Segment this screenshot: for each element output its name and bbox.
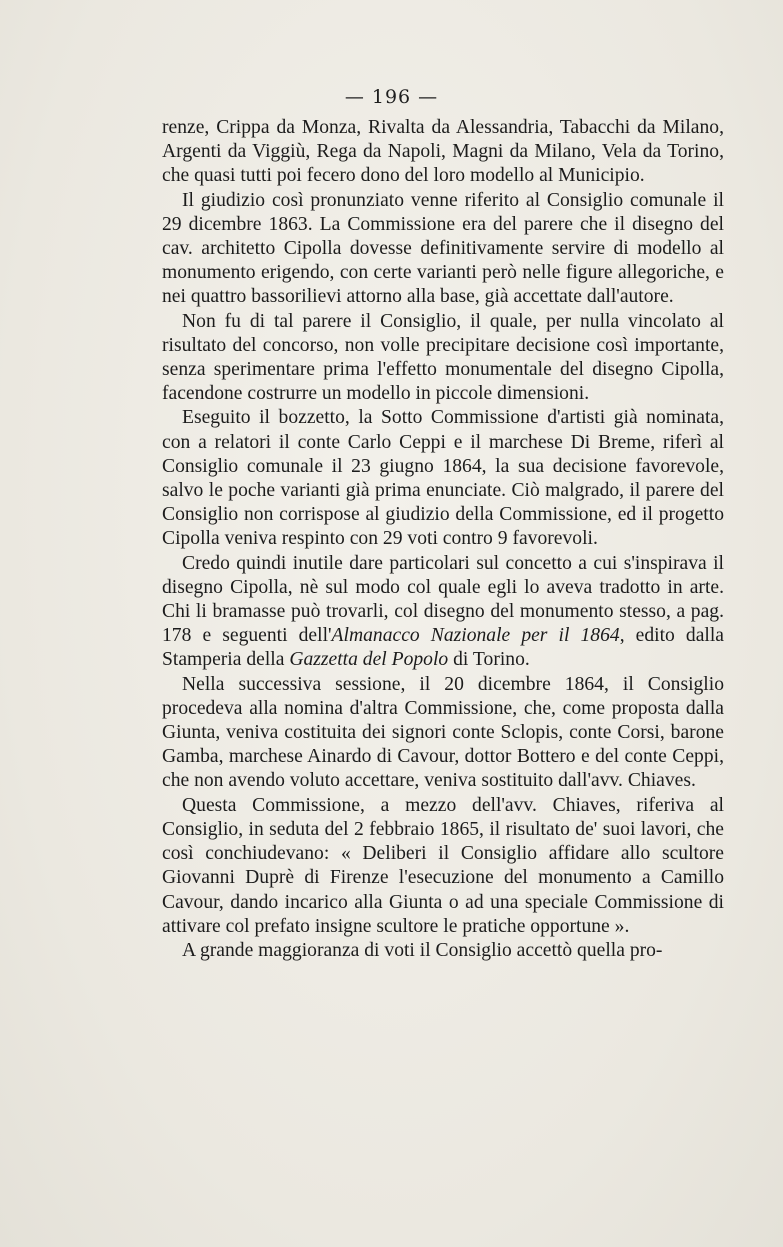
paragraph-2: Il giudizio così pronunziato venne riferito al Consiglio comunale il 29 dicembre 1863. La Commissione era del parere che il disegno del cav. architetto Cipolla dovesse definitivamente servire di modello al monumento erigendo, con certe varianti però nelle figure allegoriche, e nei quattro bassorilievi attorno alla base, già accettate dall'autore. <box>162 189 724 308</box>
paragraph-3: Non fu di tal parere il Consiglio, il quale, per nulla vincolato al risultato del concorso, non volle precipitare decisione così importante, senza sperimentare prima l'effetto monumentale del disegno Cipolla, facendone costrurre un modello in piccole dimensioni. <box>162 310 724 405</box>
paragraph-5-middle: , edito dalla Stamperia della <box>162 625 725 671</box>
paragraph-1: renze, Crippa da Monza, Rivalta da Alessandria, Tabacchi da Milano, Argenti da Viggiù, Rega da Napoli, Magni da Milano, Vela da Torino, che quasi tutti poi fecero dono del loro modello al Municipio. <box>162 117 724 187</box>
paragraph-5-end: di Torino. <box>448 649 530 671</box>
body-text <box>162 116 724 963</box>
almanac-title: Almanacco Nazionale per il 1864 <box>331 625 620 647</box>
paragraph-8: A grande maggioranza di voti il Consiglio accettò quella pro- <box>182 939 663 961</box>
page-number: — 196 — <box>344 86 439 108</box>
paragraph-7: Questa Commissione, a mezzo dell'avv. Chiaves, riferiva al Consiglio, in seduta del 2 febbraio 1865, il risultato de' suoi lavori, che così conchiudevano: « Deliberi il Consiglio affidare allo scultore Giovanni Duprè di Firenze l'esecuzione del monumento a Camillo Cavour, dando incarico alla Giunta o ad una speciale Commissione di attivare col prefato insigne scultore le pratiche opportune ». <box>162 794 724 937</box>
paragraph-4: Eseguito il bozzetto, la Sotto Commissione d'artisti già nominata, con a relatori il conte Carlo Ceppi e il marchese Di Breme, riferì al Consiglio comunale il 23 giugno 1864, la sua decisione favorevole, salvo le poche varianti già prima enunciate. Ciò malgrado, il parere del Consiglio non corrispose al giudizio della Commissione, ed il progetto Cipolla veniva respinto con 29 voti contro 9 favorevoli. <box>162 407 724 550</box>
paragraph-6: Nella successiva sessione, il 20 dicembre 1864, il Consiglio procedeva alla nomina d'altra Commissione, che, come proposta dalla Giunta, veniva costituita dei signori conte Sclopis, conte Corsi, barone Gamba, marchese Ainardo di Cavour, dottor Bottero e del conte Ceppi, che non avendo voluto accettare, veniva sostituito dall'avv. Chiaves. <box>162 673 724 792</box>
paragraph-5-text: Credo quindi inutile dare particolari sul concetto a cui s'inspirava il disegno Cipolla, nè sul modo col quale egli lo aveva tradotto in arte. Chi li bramasse può trovarli, col disegno del monumento stesso, a pag. 178 e seguenti dell' <box>162 552 724 647</box>
gazette-title: Gazzetta del Popolo <box>289 649 449 671</box>
paragraph-5 <box>162 552 724 673</box>
